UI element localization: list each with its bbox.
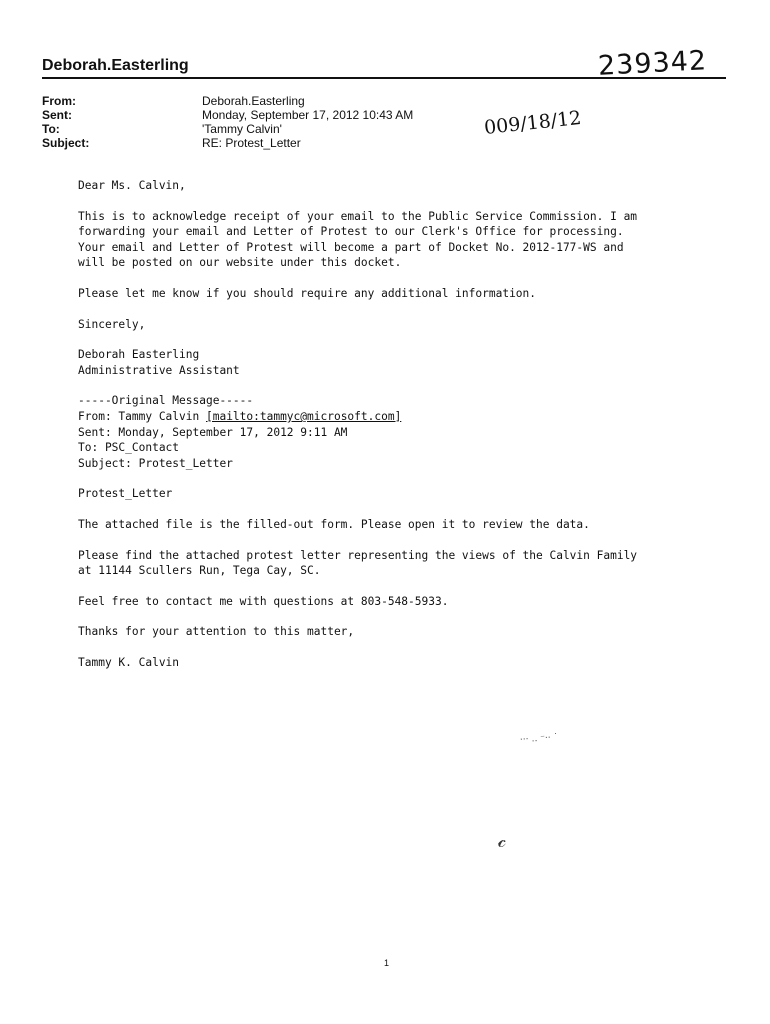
from-value: Deborah.Easterling	[202, 94, 305, 108]
body-paragraph-1: This is to acknowledge receipt of your email to the Public Service Commission. I am forwarding your email and Letter of Protest to our Clerk's Office for processing. Your email and Letter of Protest will become a part of Docket No. 2012-177-WS and will be posted on our website under this docket.	[78, 209, 638, 270]
subject-label: Subject:	[42, 136, 90, 150]
to-value: 'Tammy Calvin'	[202, 122, 282, 136]
sent-label: Sent:	[42, 108, 72, 122]
scanner-mark: 𝒸	[498, 828, 507, 852]
handwritten-date: 009/18/12	[483, 106, 583, 140]
original-from-prefix: From: Tammy Calvin	[78, 409, 206, 423]
original-sent-line: Sent: Monday, September 17, 2012 9:11 AM	[78, 425, 348, 439]
sender-name-heading: Deborah.Easterling	[42, 57, 189, 74]
original-paragraph-1: The attached file is the filled-out form. Please open it to review the data.	[78, 517, 590, 531]
to-label: To:	[42, 122, 60, 136]
page-number: 1	[384, 958, 390, 968]
sent-row	[42, 108, 413, 122]
handwritten-number: 239342	[597, 45, 708, 82]
original-signature: Tammy K. Calvin	[78, 655, 180, 669]
email-body	[78, 178, 718, 685]
original-paragraph-3: Feel free to contact me with questions at 803-548-5933.	[78, 594, 449, 608]
signature-title: Administrative Assistant	[78, 363, 240, 377]
sender-email-link[interactable]: [mailto:tammyc@microsoft.com]	[205, 409, 402, 423]
original-paragraph-4: Thanks for your attention to this matter,	[78, 625, 355, 639]
to-row	[42, 122, 413, 136]
original-paragraph-2: Please find the attached protest letter representing the views of the Calvin Family at 11144 Scullers Run, Tega Cay, SC.	[78, 548, 638, 578]
original-message-marker: -----Original Message-----	[78, 394, 254, 408]
sent-value: Monday, September 17, 2012 10:43 AM	[202, 108, 414, 122]
faint-stamp-mark: ··· ‥ ⁻·· ˙	[519, 732, 559, 746]
body-paragraph-2: Please let me know if you should require any additional information.	[78, 286, 537, 300]
original-from-line	[78, 409, 718, 425]
from-row	[42, 94, 413, 108]
original-to-line: To: PSC_Contact	[78, 441, 180, 455]
from-label: From:	[42, 94, 76, 108]
original-title: Protest_Letter	[78, 487, 173, 501]
signature-name: Deborah Easterling	[78, 348, 200, 362]
subject-row	[42, 136, 413, 150]
original-subject-line: Subject: Protest_Letter	[78, 456, 233, 470]
greeting: Dear Ms. Calvin,	[78, 179, 186, 192]
closing: Sincerely,	[78, 317, 146, 331]
subject-value: RE: Protest_Letter	[202, 136, 301, 150]
email-metadata	[42, 94, 413, 150]
